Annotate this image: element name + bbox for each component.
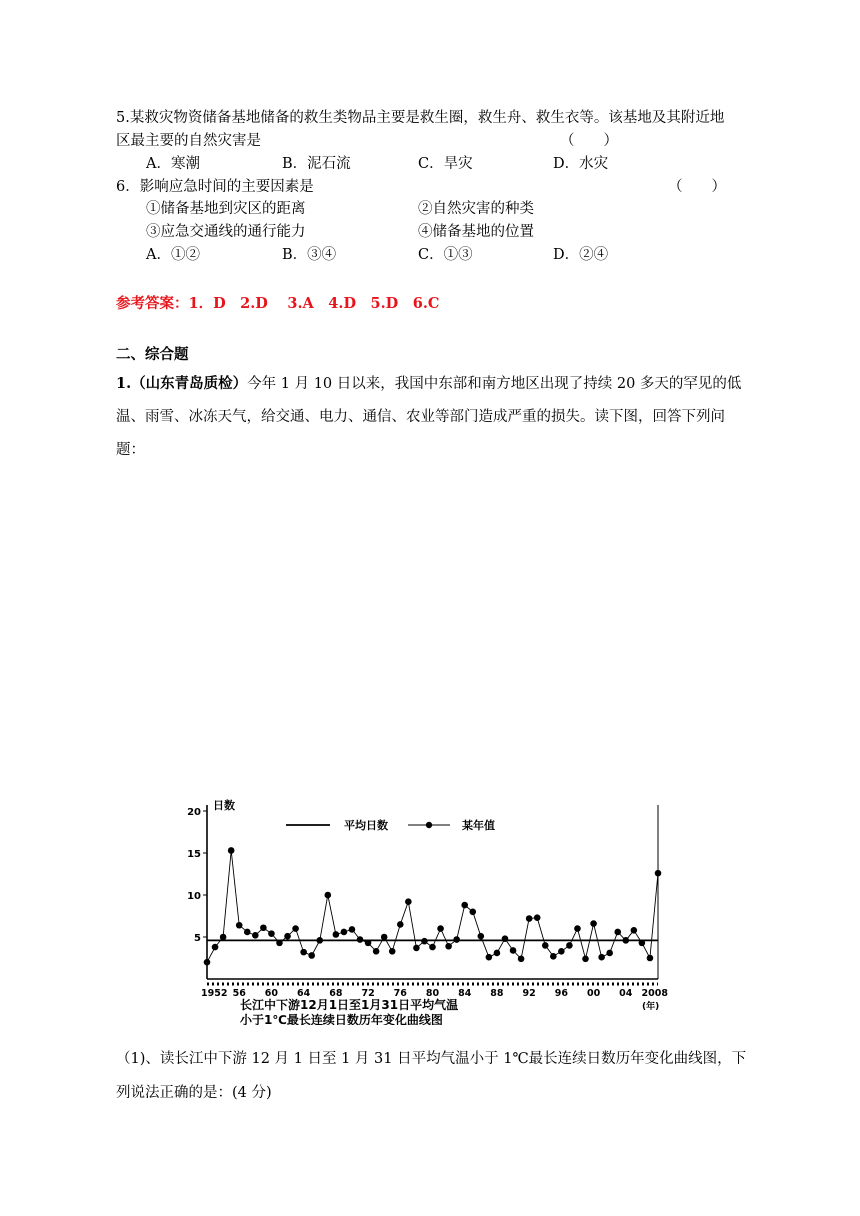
series-point bbox=[300, 949, 307, 956]
series-point bbox=[437, 925, 444, 932]
series-point bbox=[574, 925, 581, 932]
series-point bbox=[502, 935, 509, 942]
series-point bbox=[316, 937, 323, 944]
y-axis-label: 日数 bbox=[213, 799, 235, 812]
series-point bbox=[622, 937, 629, 944]
question-source: 1.（山东青岛质检） bbox=[116, 375, 248, 392]
legend-average-label: 平均日数 bbox=[344, 819, 388, 832]
y-tick-label: 5 bbox=[194, 933, 201, 944]
series-point bbox=[292, 925, 299, 932]
series-point bbox=[252, 932, 259, 939]
q5-option-d: D．水灾 bbox=[553, 156, 609, 172]
q6-item-1: ①储备基地到灾区的距离 bbox=[146, 201, 306, 217]
series-point bbox=[550, 953, 557, 960]
chart-title: 长江中下游12月1日至1月31日平均气温 bbox=[240, 998, 459, 1012]
series-point bbox=[421, 938, 428, 945]
series-point bbox=[204, 959, 211, 966]
x-tick-label: 92 bbox=[522, 988, 536, 999]
series-point bbox=[631, 927, 638, 934]
series-point bbox=[373, 948, 380, 955]
y-tick-label: 20 bbox=[187, 807, 201, 818]
series-point bbox=[212, 944, 219, 951]
x-tick-label: 56 bbox=[232, 988, 246, 999]
x-tick-label: 04 bbox=[619, 988, 633, 999]
q6-stem: 6．影响应急时间的主要因素是 bbox=[116, 179, 314, 195]
x-tick-label: 88 bbox=[490, 988, 504, 999]
series-point bbox=[478, 933, 485, 940]
y-tick-label: 15 bbox=[187, 849, 201, 860]
x-tick-label: 64 bbox=[297, 988, 311, 999]
series-point bbox=[381, 934, 388, 941]
series-point bbox=[445, 943, 452, 950]
q6-option-c: C．①③ bbox=[418, 247, 473, 263]
q5-stem-line2: 区最主要的自然灾害是 bbox=[116, 133, 261, 149]
q6-item-4: ④储备基地的位置 bbox=[418, 224, 534, 240]
q6-option-a: A．①② bbox=[146, 247, 200, 263]
q6-answer-bracket: （ ） bbox=[668, 179, 726, 195]
q5-option-b: B．泥石流 bbox=[282, 156, 351, 172]
chart-subtitle: 小于1℃最长连续日数历年变化曲线图 bbox=[240, 1013, 443, 1025]
series-point bbox=[228, 847, 235, 854]
answer-key: 参考答案：1．D 2.D 3.A 4.D 5.D 6.C bbox=[116, 295, 440, 312]
series-point bbox=[405, 898, 412, 905]
series-point bbox=[413, 945, 420, 952]
q6-item-3: ③应急交通线的通行能力 bbox=[146, 224, 306, 240]
series-point bbox=[469, 909, 476, 916]
intro-line3: 题： bbox=[116, 442, 145, 458]
subquestion-1-line2: 列说法正确的是：(4 分) bbox=[116, 1085, 272, 1101]
series-point bbox=[606, 950, 613, 957]
series-point bbox=[268, 930, 275, 937]
series-point bbox=[566, 942, 573, 949]
series-point bbox=[276, 940, 283, 947]
q6-option-b: B．③④ bbox=[282, 247, 337, 263]
series-point bbox=[429, 944, 436, 951]
x-tick-label: 00 bbox=[586, 988, 601, 999]
series-point bbox=[590, 920, 597, 927]
q5-answer-bracket: （ ） bbox=[560, 133, 618, 149]
x-tick-label: 96 bbox=[554, 988, 568, 999]
x-axis-label: (年) bbox=[642, 1002, 660, 1012]
series-point bbox=[614, 929, 621, 936]
q6-item-2: ②自然灾害的种类 bbox=[418, 201, 534, 217]
series-point bbox=[518, 956, 525, 963]
intro-text: 今年 1 月 10 日以来，我国中东部和南方地区出现了持续 20 多天的罕见的低 bbox=[247, 376, 742, 392]
series-point bbox=[453, 936, 460, 943]
series-point bbox=[389, 948, 396, 955]
x-tick-label: 76 bbox=[393, 988, 407, 999]
x-tick-label: 84 bbox=[458, 988, 472, 999]
series-point bbox=[542, 942, 549, 949]
series-point bbox=[365, 940, 372, 947]
series-point bbox=[308, 952, 315, 959]
q5-option-a: A．寒潮 bbox=[146, 156, 200, 172]
series-point bbox=[598, 954, 605, 961]
series-point bbox=[325, 892, 332, 899]
intro-line2: 温、雨雪、冰冻天气，给交通、电力、通信、农业等部门造成严重的损失。读下图，回答下列问 bbox=[116, 409, 725, 425]
series-point bbox=[236, 922, 243, 929]
y-tick-label: 10 bbox=[187, 891, 201, 902]
x-tick-label: 1952 bbox=[201, 988, 228, 999]
x-tick-label: 2008 bbox=[641, 988, 668, 999]
line-chart bbox=[180, 795, 670, 1025]
series-point bbox=[510, 947, 517, 954]
q5-option-c: C．旱灾 bbox=[418, 156, 473, 172]
series-point bbox=[655, 870, 662, 877]
legend-series-label: 某年值 bbox=[462, 819, 495, 832]
series-point bbox=[534, 914, 541, 921]
subquestion-1-line1: （1)、读长江中下游 12 月 1 日至 1 月 31 日平均气温小于 1℃最长连续日数历年变化曲线图，下 bbox=[116, 1051, 747, 1067]
series-point bbox=[333, 931, 340, 938]
series-point bbox=[526, 915, 533, 922]
series-point bbox=[397, 921, 404, 928]
series-point bbox=[639, 940, 646, 947]
series-point bbox=[341, 929, 348, 936]
intro-line1 bbox=[116, 372, 741, 393]
series-point bbox=[244, 929, 251, 936]
series-point bbox=[349, 926, 356, 933]
series-point bbox=[558, 948, 565, 955]
series-point bbox=[357, 936, 364, 943]
series-point bbox=[220, 934, 227, 941]
series-point bbox=[647, 955, 654, 962]
legend-series-marker bbox=[426, 822, 432, 828]
series-point bbox=[260, 924, 267, 931]
series-point bbox=[494, 950, 501, 957]
x-tick-label: 72 bbox=[361, 988, 375, 999]
x-tick-label: 68 bbox=[329, 988, 343, 999]
x-tick-label: 80 bbox=[425, 988, 440, 999]
series-point bbox=[284, 933, 291, 940]
series-point bbox=[582, 956, 589, 963]
q5-stem-line1: 5.某救灾物资储备基地储备的救生类物品主要是救生圈，救生舟、救生衣等。该基地及其附近地 bbox=[116, 110, 725, 126]
series-point bbox=[486, 954, 493, 961]
section-heading: 二、综合题 bbox=[116, 346, 189, 363]
x-tick-label: 60 bbox=[264, 988, 279, 999]
q6-option-d: D．②④ bbox=[553, 247, 609, 263]
series-point bbox=[461, 902, 468, 909]
